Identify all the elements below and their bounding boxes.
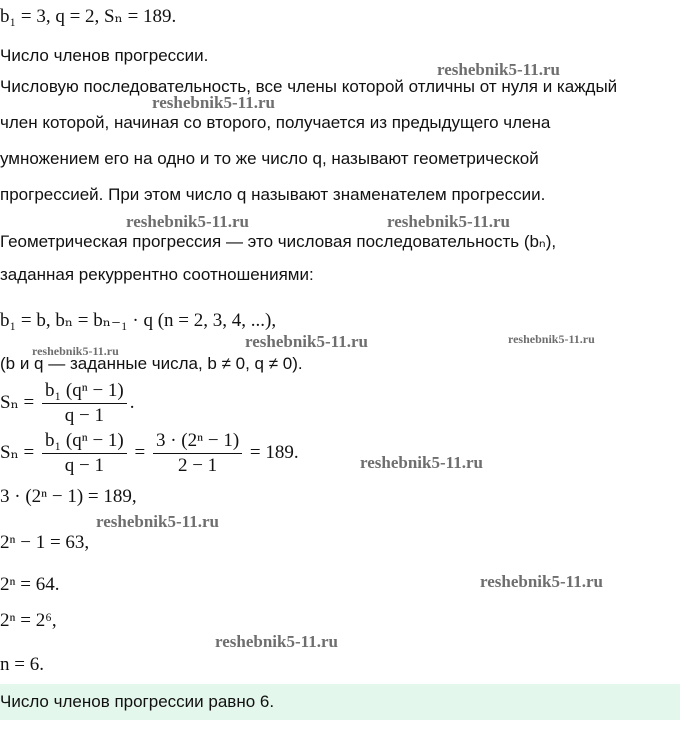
substitution-fraction-2 [153, 430, 242, 477]
watermark: reshebnik5-11.ru [32, 344, 119, 358]
substitution-numerator-2: 3 · (2ⁿ − 1) [153, 430, 242, 454]
sum-formula-tail: . [129, 391, 135, 413]
substitution-lhs: Sₙ = [0, 441, 35, 463]
substitution-result: = 189. [249, 441, 299, 463]
watermark: reshebnik5-11.ru [96, 512, 219, 531]
watermark: reshebnik5-11.ru [215, 632, 338, 651]
sum-formula-denominator: q − 1 [64, 405, 104, 426]
watermark: reshebnik5-11.ru [126, 212, 249, 231]
sum-formula-numerator: b₁ (qⁿ − 1) [42, 380, 127, 404]
definition-line-4: прогрессией. При этом число q называют знаменателем прогрессии. [0, 185, 546, 204]
definition-line-1: Числовую последовательность, все члены которой отличны от нуля и каждый [0, 77, 618, 96]
watermark: reshebnik5-11.ru [508, 332, 595, 346]
sum-formula [0, 380, 135, 427]
given-values: b₁ = 3, q = 2, Sₙ = 189. [0, 6, 177, 27]
definition-line-2: член которой, начиная со второго, получается из предыдущего члена [0, 113, 551, 132]
sum-formula-fraction [42, 380, 127, 427]
step-3: 2ⁿ = 64. [0, 574, 60, 595]
step-5: n = 6. [0, 654, 44, 675]
step-2: 2ⁿ − 1 = 63, [0, 532, 90, 553]
watermark: reshebnik5-11.ru [437, 60, 560, 79]
geometric-def-line-1: Геометрическая прогрессия — это числовая последовательность (bₙ), [0, 232, 557, 251]
watermark: reshebnik5-11.ru [360, 453, 483, 472]
answer-text: Число членов прогрессии равно 6. [0, 692, 275, 711]
substitution-fraction-1 [42, 430, 127, 477]
watermark: reshebnik5-11.ru [152, 93, 275, 112]
sum-formula-lhs: Sₙ = [0, 391, 35, 413]
substitution-denominator-1: q − 1 [64, 455, 104, 476]
task-statement: Число членов прогрессии. [0, 46, 209, 65]
substitution-equals: = [134, 441, 146, 463]
geometric-def-line-2: заданная рекуррентно соотношениями: [0, 265, 314, 284]
substitution-numerator-1: b₁ (qⁿ − 1) [42, 430, 127, 454]
recurrence-note: (b и q — заданные числа, b ≠ 0, q ≠ 0). [0, 354, 303, 373]
substitution-denominator-2: 2 − 1 [177, 455, 218, 476]
step-1: 3 · (2ⁿ − 1) = 189, [0, 486, 137, 507]
watermark: reshebnik5-11.ru [480, 572, 603, 591]
answer-box [0, 684, 680, 720]
substitution-formula [0, 430, 299, 477]
step-4: 2ⁿ = 2⁶, [0, 610, 57, 631]
watermark: reshebnik5-11.ru [387, 212, 510, 231]
recurrence-formula: b₁ = b, bₙ = bₙ₋₁ · q (n = 2, 3, 4, ...), [0, 310, 277, 331]
definition-line-3: умножением его на одно и то же число q, называют геометрической [0, 149, 539, 168]
watermark: reshebnik5-11.ru [245, 332, 368, 351]
